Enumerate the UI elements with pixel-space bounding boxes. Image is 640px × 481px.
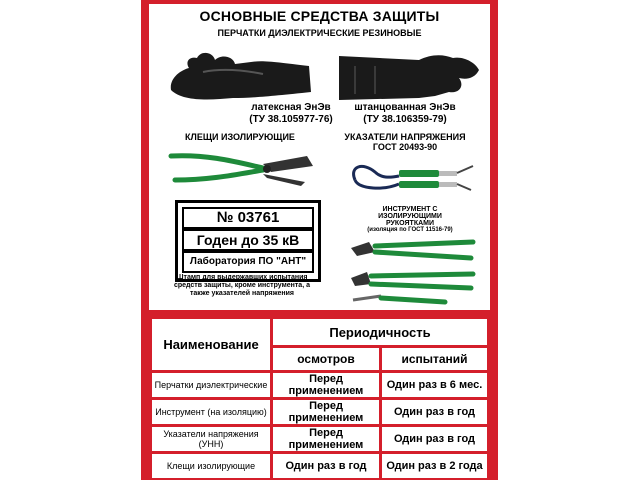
tools-heading-line1: ИНСТРУМЕНТ С	[382, 206, 438, 213]
inspection-schedule-table	[149, 316, 490, 481]
poster-title: ОСНОВНЫЕ СРЕДСТВА ЗАЩИТЫ	[199, 8, 440, 24]
indicators-heading	[335, 132, 475, 152]
row-test: Один раз в год	[382, 427, 487, 451]
test-stamp	[175, 200, 321, 282]
header-tests: испытаний	[382, 348, 487, 370]
row-test: Один раз в год	[382, 400, 487, 424]
header-periodicity: Периодичность	[273, 319, 487, 345]
glove-left-spec: (ТУ 38.105977-76)	[249, 114, 333, 125]
tools-heading-line3: РУКОЯТКАМИ	[385, 220, 435, 227]
safety-poster	[141, 0, 498, 480]
pliers-heading: КЛЕЩИ ИЗОЛИРУЮЩИЕ	[185, 132, 295, 142]
latex-glove-icon	[163, 40, 313, 102]
table-row	[152, 373, 487, 397]
stamped-glove-icon	[335, 48, 483, 106]
stamp-number: № 03761	[182, 207, 314, 229]
table-row	[152, 400, 487, 424]
row-name: Указатели напряжения (УНН)	[152, 427, 270, 451]
row-name: Инструмент (на изоляцию)	[152, 400, 270, 424]
tools-heading-line2: ИЗОЛИРУЮЩИМИ	[378, 213, 442, 220]
row-name: Перчатки диэлектрические	[152, 373, 270, 397]
glove-left-type: латексная ЭнЭв	[251, 102, 331, 113]
insulating-pliers-icon	[167, 146, 317, 188]
tools-heading-line4: (изоляция по ГОСТ 11516-79)	[367, 227, 453, 233]
header-name: Наименование	[152, 319, 270, 370]
row-inspection: Перед применением	[273, 427, 379, 451]
indicators-heading-line1: УКАЗАТЕЛИ НАПРЯЖЕНИЯ	[344, 132, 466, 142]
row-inspection: Один раз в год	[273, 454, 379, 478]
tools-heading	[345, 206, 475, 234]
stamp-rating: Годен до 35 кВ	[182, 229, 314, 251]
glove-right-spec: (ТУ 38.106359-79)	[363, 114, 447, 125]
glove-right-type: штанцованная ЭнЭв	[354, 102, 456, 113]
insulated-tools-icon	[345, 238, 481, 308]
header-inspections: осмотров	[273, 348, 379, 370]
row-test: Один раз в 6 мес.	[382, 373, 487, 397]
row-inspection: Перед применением	[273, 373, 379, 397]
glove-right-caption	[335, 102, 475, 126]
voltage-indicator-icon	[345, 154, 481, 196]
stamp-note: Штамп для выдержавших испытания средств защиты, кроме инструмента, а также указателей напряжения	[174, 274, 310, 297]
row-test: Один раз в 2 года	[382, 454, 487, 478]
glove-left-caption	[231, 102, 351, 126]
poster-illustration-panel	[149, 4, 490, 310]
row-inspection: Перед применением	[273, 400, 379, 424]
row-name: Клещи изолирующие	[152, 454, 270, 478]
table-row	[152, 427, 487, 451]
indicators-heading-line2: ГОСТ 20493-90	[372, 142, 438, 152]
poster-subtitle: ПЕРЧАТКИ ДИЭЛЕКТРИЧЕСКИЕ РЕЗИНОВЫЕ	[217, 28, 422, 38]
table-row	[152, 454, 487, 478]
stamp-lab: Лаборатория ПО "АНТ"	[182, 251, 314, 273]
